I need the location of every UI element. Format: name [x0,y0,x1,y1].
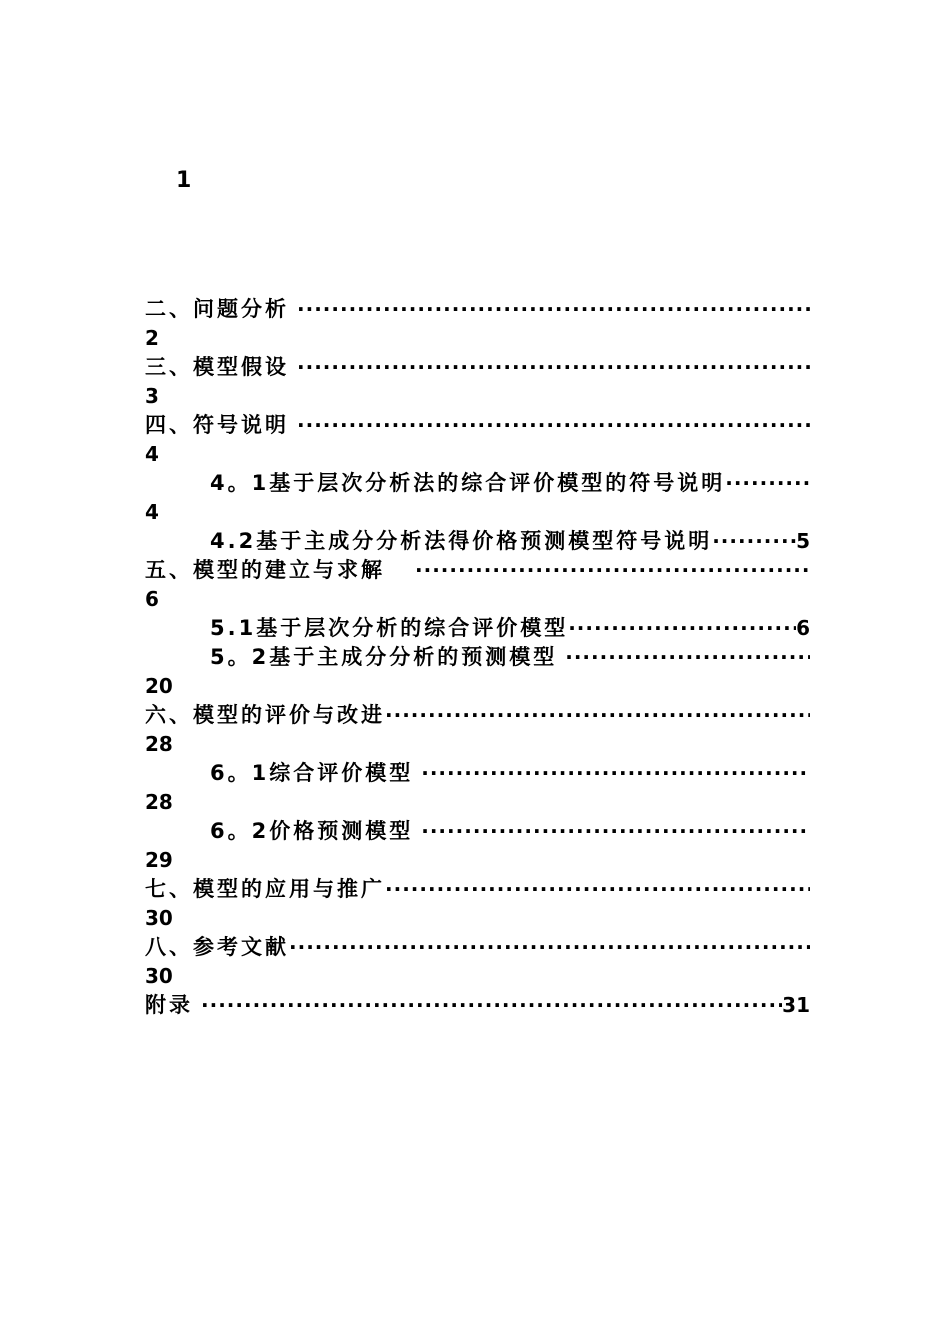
toc-entry-title: 八、参考文献 [145,935,289,959]
toc-entry-title: 六、模型的评价与改进 [145,703,385,727]
toc-subentry[interactable] [145,614,810,643]
toc-entry[interactable] [145,701,810,730]
toc-entry-title: 5.1基于层次分析的综合评价模型 [210,616,569,640]
table-of-contents [145,295,810,1020]
toc-entry-page: 30 [145,906,173,930]
toc-dot-leader [421,817,810,846]
leading-page-number: 1 [176,168,192,193]
toc-entry-title: 5。2基于主成分分析的预测模型 [210,645,558,669]
toc-dot-leader [415,556,810,585]
toc-entry-page: 28 [145,732,173,756]
toc-entry-page: 6 [796,616,810,640]
toc-dot-leader [385,875,810,904]
toc-entry-page: 31 [782,993,810,1017]
toc-entry-page: 4 [145,442,159,466]
toc-entry[interactable] [145,411,810,440]
toc-entry-page: 28 [145,790,173,814]
toc-dot-leader [421,759,810,788]
toc-subentry[interactable] [145,469,810,498]
toc-entry-page: 6 [145,587,159,611]
toc-entry-page: 3 [145,384,159,408]
toc-dot-leader [385,701,810,730]
toc-entry[interactable] [145,295,810,324]
toc-entry-page: 4 [145,500,159,524]
toc-dot-leader [565,643,810,672]
toc-dot-leader [201,991,782,1020]
toc-entry-title: 4.2基于主成分分析法得价格预测模型符号说明 [210,529,713,553]
toc-subentry[interactable] [145,759,810,788]
toc-entry-title: 四、符号说明 [145,413,289,437]
toc-entry-title: 三、模型假设 [145,355,289,379]
toc-subentry[interactable] [145,527,810,556]
toc-entry[interactable] [145,875,810,904]
toc-dot-leader [297,353,810,382]
toc-entry[interactable] [145,556,810,585]
toc-entry[interactable] [145,991,810,1020]
toc-entry-page: 5 [796,529,810,553]
toc-entry[interactable] [145,353,810,382]
toc-entry-page: 20 [145,674,173,698]
toc-entry-title: 七、模型的应用与推广 [145,877,385,901]
toc-dot-leader [568,614,796,643]
toc-entry-title: 二、问题分析 [145,297,289,321]
toc-entry-page: 30 [145,964,173,988]
toc-subentry[interactable] [145,643,810,672]
toc-dot-leader [712,527,796,556]
toc-entry-title: 6。1综合评价模型 [210,761,414,785]
toc-entry-title: 附录 [145,993,193,1017]
toc-entry-page: 2 [145,326,159,350]
toc-entry[interactable] [145,933,810,962]
toc-entry-title: 五、模型的建立与求解 [145,558,385,582]
toc-dot-leader [725,469,810,498]
toc-entry-page: 29 [145,848,173,872]
toc-dot-leader [297,295,810,324]
toc-dot-leader [289,933,810,962]
toc-dot-leader [297,411,810,440]
toc-entry-title: 4。1基于层次分析法的综合评价模型的符号说明 [210,471,726,495]
toc-entry-title: 6。2价格预测模型 [210,819,414,843]
toc-subentry[interactable] [145,817,810,846]
